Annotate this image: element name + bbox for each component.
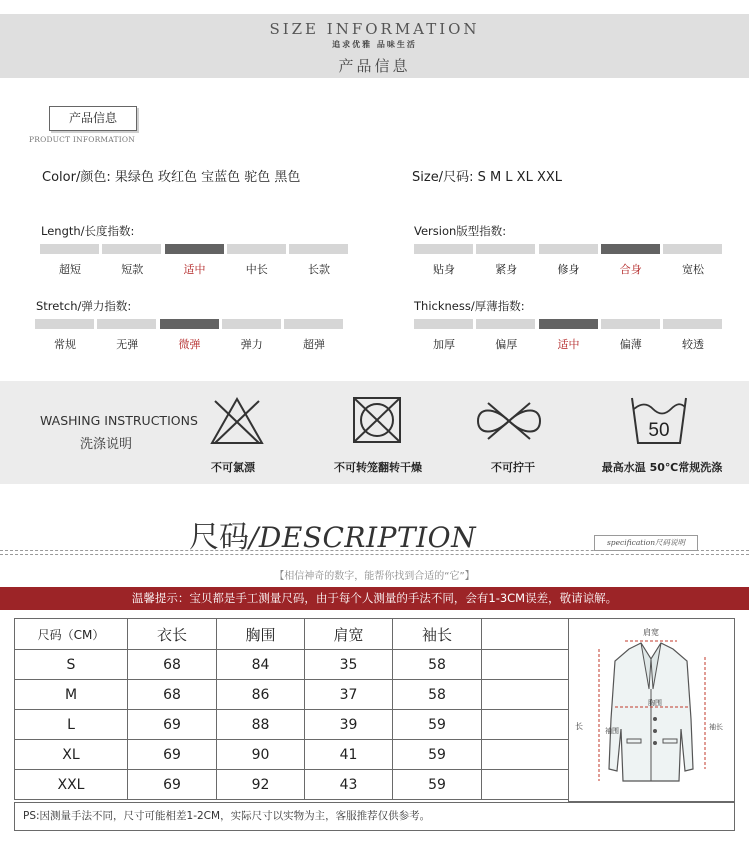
table-header-row (15, 619, 570, 650)
table-row (15, 710, 570, 740)
chest-label: 胸围 (648, 699, 662, 707)
stretch-scale-segment (160, 319, 219, 329)
table-header-cell: 袖长 (393, 619, 482, 650)
no-tumble-dry-icon (350, 395, 404, 445)
washing-instructions-panel (0, 381, 749, 484)
version-scale (414, 244, 722, 276)
no-bleach-label: 不可氯漂 (211, 461, 255, 474)
washing-title-en: WASHING INSTRUCTIONS (40, 413, 198, 428)
thickness-scale-segment (476, 319, 535, 329)
header-title-cn: 产品信息 (338, 57, 411, 75)
jacket-diagram (569, 619, 734, 801)
thickness-scale-segment (663, 319, 722, 329)
stretch-option-label: 超弹 (303, 338, 325, 351)
header-slogan: 追求优雅 品味生活 (332, 40, 417, 49)
table-cell: 84 (217, 650, 305, 680)
table-header-cell: 肩宽 (305, 619, 393, 650)
table-cell: 86 (217, 680, 305, 710)
length-label: Length/长度指数: (41, 224, 135, 238)
thickness-scale-segment (414, 319, 473, 329)
stretch-scale-segment (222, 319, 281, 329)
stretch-label: Stretch/弹力指数: (36, 299, 132, 313)
ps-note: PS:因测量手法不同，尺寸可能相差1-2CM，实际尺寸以实物为主，客服推荐仅供参考。 (14, 802, 735, 831)
table-cell: 90 (217, 740, 305, 770)
length-option-label: 短款 (121, 263, 144, 276)
table-cell: 59 (393, 710, 482, 740)
jacket-diagram-box (568, 618, 735, 802)
table-cell: 35 (305, 650, 393, 680)
version-option-label: 合身 (619, 263, 642, 276)
length-scale (40, 244, 348, 276)
wash-50-icon (629, 395, 689, 447)
no-bleach-icon (209, 395, 265, 447)
table-cell: 59 (393, 770, 482, 800)
table-cell (482, 740, 570, 770)
thickness-scale-segment (539, 319, 598, 329)
color-line: Color/颜色: 果绿色 玫红色 宝蓝色 驼色 黑色 (42, 170, 301, 185)
no-tumble-dry-label: 不可转笼翻转干燥 (334, 461, 422, 474)
length-label-diagram: 长 (575, 722, 583, 731)
table-cell: 69 (128, 740, 217, 770)
table-cell: XXL (15, 770, 128, 800)
version-scale-segment (476, 244, 535, 254)
washing-title-cn: 洗涤说明 (80, 437, 133, 452)
no-wring-icon (474, 399, 544, 443)
header-title-en: SIZE INFORMATION (269, 20, 480, 38)
thickness-scale (414, 319, 722, 351)
table-cell: 39 (305, 710, 393, 740)
length-scale-segment (227, 244, 286, 254)
thickness-option-label: 较透 (682, 338, 704, 351)
size-line: Size/尺码: S M L XL XXL (412, 170, 563, 185)
description-title-cn: 尺码 (189, 520, 249, 555)
table-row (15, 650, 570, 680)
no-wring-label: 不可拧干 (491, 461, 535, 474)
table-cell: 92 (217, 770, 305, 800)
version-label: Version版型指数: (414, 224, 507, 238)
version-scale-segment (539, 244, 598, 254)
length-scale-segment (40, 244, 99, 254)
table-header-cell: 衣长 (128, 619, 217, 650)
stretch-option-label: 微弹 (178, 338, 201, 351)
length-scale-segment (289, 244, 348, 254)
size-table (14, 618, 570, 800)
shoulder-width-label: 肩宽 (643, 628, 659, 637)
version-option-label: 紧身 (495, 263, 518, 276)
version-scale-segment (414, 244, 473, 254)
length-option-label: 中长 (245, 263, 268, 276)
table-cell (482, 710, 570, 740)
waist-label: 袖围 (605, 727, 619, 735)
table-cell: 37 (305, 680, 393, 710)
table-cell: M (15, 680, 128, 710)
version-option-label: 贴身 (433, 263, 455, 276)
stretch-option-label: 无弹 (116, 338, 139, 351)
stretch-scale-segment (35, 319, 94, 329)
product-info-label-en: PRODUCT INFORMATION (29, 135, 135, 144)
sleeve-label: 袖长 (709, 723, 723, 731)
version-scale-segment (663, 244, 722, 254)
thickness-option-label: 加厚 (433, 338, 455, 351)
table-cell: 69 (128, 770, 217, 800)
table-cell: S (15, 650, 128, 680)
description-title (189, 512, 476, 556)
wash-temp-text: 50 (648, 420, 670, 441)
version-option-label: 宽松 (682, 263, 704, 276)
table-row (15, 770, 570, 800)
stretch-scale (35, 319, 343, 351)
thickness-option-label: 适中 (557, 338, 580, 351)
table-cell: 59 (393, 740, 482, 770)
length-option-label: 适中 (183, 263, 206, 276)
table-row (15, 740, 570, 770)
thickness-option-label: 偏薄 (619, 338, 642, 351)
table-cell: L (15, 710, 128, 740)
table-cell: 43 (305, 770, 393, 800)
table-header-cell: 尺码（CM） (15, 619, 128, 650)
thickness-scale-segment (601, 319, 660, 329)
table-cell: XL (15, 740, 128, 770)
table-cell: 88 (217, 710, 305, 740)
table-cell (482, 770, 570, 800)
product-info-label: 产品信息 (49, 106, 137, 131)
length-option-label: 长款 (308, 263, 330, 276)
table-cell: 68 (128, 650, 217, 680)
length-scale-segment (165, 244, 224, 254)
thickness-label: Thickness/厚薄指数: (414, 299, 525, 313)
version-scale-segment (601, 244, 660, 254)
thickness-option-label: 偏厚 (495, 338, 518, 351)
description-note: 【相信神奇的数字，能帮你找到合适的“它”】 (274, 571, 475, 582)
table-cell (482, 680, 570, 710)
table-cell: 68 (128, 680, 217, 710)
table-cell: 58 (393, 650, 482, 680)
size-info-header (0, 14, 749, 78)
description-title-en: /DESCRIPTION (249, 521, 477, 554)
table-header-cell: 胸围 (217, 619, 305, 650)
stretch-scale-segment (97, 319, 156, 329)
version-option-label: 修身 (557, 263, 580, 276)
table-row (15, 680, 570, 710)
table-cell: 58 (393, 680, 482, 710)
wash-50-label: 最高水温 50℃常规洗涤 (601, 461, 723, 474)
table-cell: 69 (128, 710, 217, 740)
table-header-cell (482, 619, 570, 650)
length-scale-segment (102, 244, 161, 254)
table-cell: 41 (305, 740, 393, 770)
stretch-option-label: 常规 (54, 338, 76, 351)
stretch-option-label: 弹力 (240, 338, 263, 351)
measurement-tip-bar: 温馨提示：宝贝都是手工测量尺码，由于每个人测量的手法不同，会有1-3CM误差，敬请谅解。 (0, 587, 749, 610)
stretch-scale-segment (284, 319, 343, 329)
specification-badge: specification尺码说明 (594, 535, 698, 551)
length-option-label: 超短 (59, 263, 81, 276)
table-cell (482, 650, 570, 680)
